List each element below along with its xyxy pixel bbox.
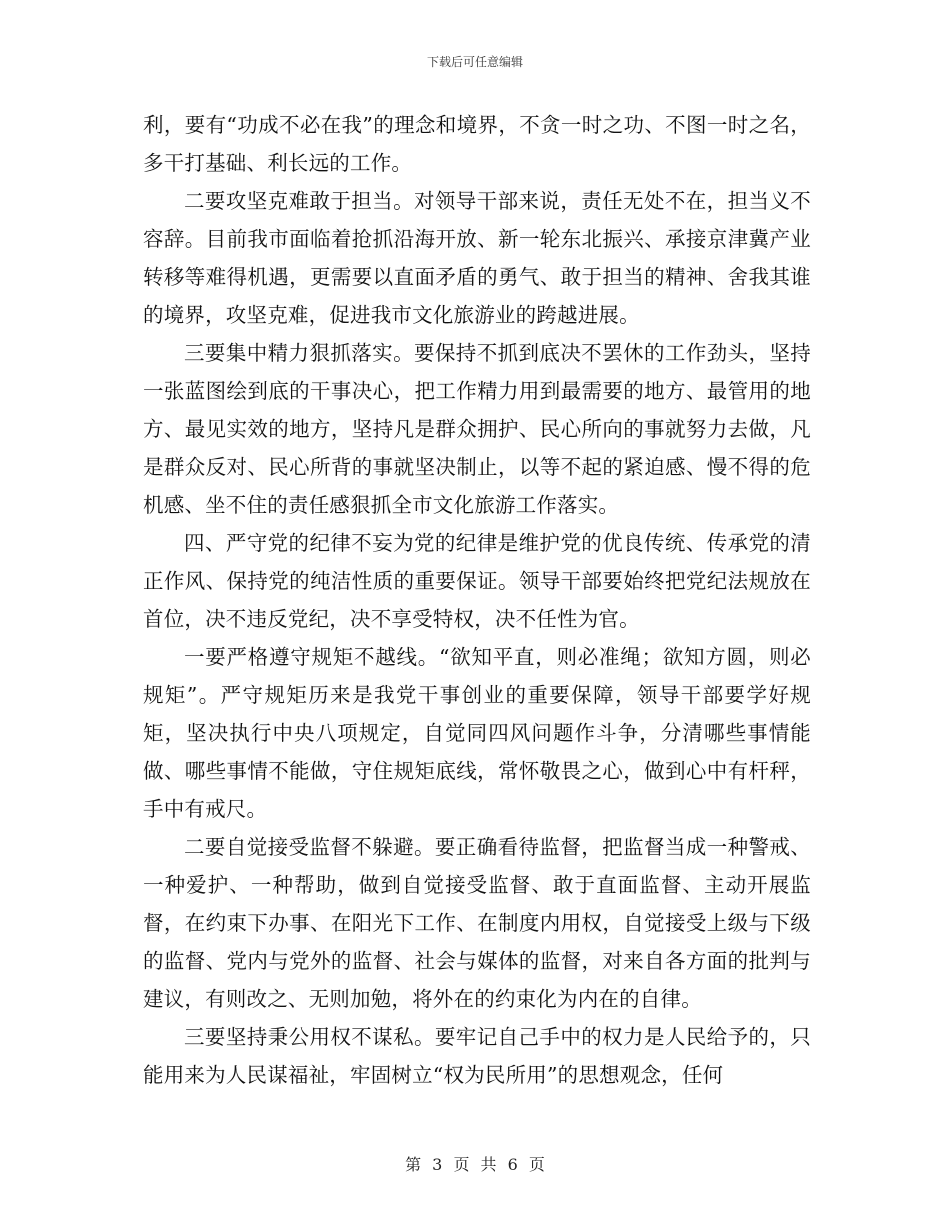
page-number-footer: 第 3 页 共 6 页: [405, 1155, 545, 1174]
page-header: 下载后可任意编辑: [426, 55, 523, 69]
document-body: [143, 106, 811, 1094]
paragraph-accept-supervision: 二要自觉接受监督不躲避。要正确看待监督，把监督当成一种警戒、一种爱护、一种帮助，做到自觉接受监督、敢于直面监督、主动开展监督，在约束下办事、在阳光下工作、在制度内用权，自觉接受上级与下级的监督、党内与党外的监督、社会与媒体的监督，对来自各方面的批判与建议，有则改之、无则加勉，将外在的约束化为内在的自律。: [143, 835, 811, 1011]
paragraph-take-responsibility: 二要攻坚克难敢于担当。对领导干部来说，责任无处不在，担当义不容辞。目前我市面临着抢抓沿海开放、新一轮东北振兴、承接京津冀产业转移等难得机遇，更需要以直面矛盾的勇气、敢于担当的精神、舍我其谁的境界，攻坚克难，促进我市文化旅游业的跨越进展。: [143, 189, 811, 327]
paragraph-use-power-fairly: 三要坚持秉公用权不谋私。要牢记自己手中的权力是人民给予的，只能用来为人民谋福祉，牢固树立“权为民所用”的思想观念，任何: [143, 1025, 811, 1087]
paragraph-implementation: 三要集中精力狠抓落实。要保持不抓到底决不罢休的工作劲头，坚持一张蓝图绘到底的干事决心，把工作精力用到最需要的地方、最管用的地方、最见实效的地方，坚持凡是群众拥护、民心所向的事就努力去做，凡是群众反对、民心所背的事就坚决制止，以等不起的紧迫感、慢不得的危机感、坐不住的责任感狠抓全市文化旅游工作落实。: [143, 341, 811, 517]
paragraph-follow-rules: 一要严格遵守规矩不越线。“欲知平直，则必准绳；欲知方圆，则必规矩”。严守规矩历来是我党干事创业的重要保障，领导干部要学好规矩，坚决执行中央八项规定，自觉同四风问题作斗争，分清哪些事情能做、哪些事情不能做，守住规矩底线，常怀敬畏之心，做到心中有杆秤，手中有戒尺。: [143, 645, 811, 821]
paragraph-continuation: 利，要有“功成不必在我”的理念和境界，不贪一时之功、不图一时之名，多干打基础、利长远的工作。: [143, 113, 811, 175]
paragraph-party-discipline: 四、严守党的纪律不妄为党的纪律是维护党的优良传统、传承党的清正作风、保持党的纯洁性质的重要保证。领导干部要始终把党纪法规放在首位，决不违反党纪，决不享受特权，决不任性为官。: [143, 531, 811, 631]
